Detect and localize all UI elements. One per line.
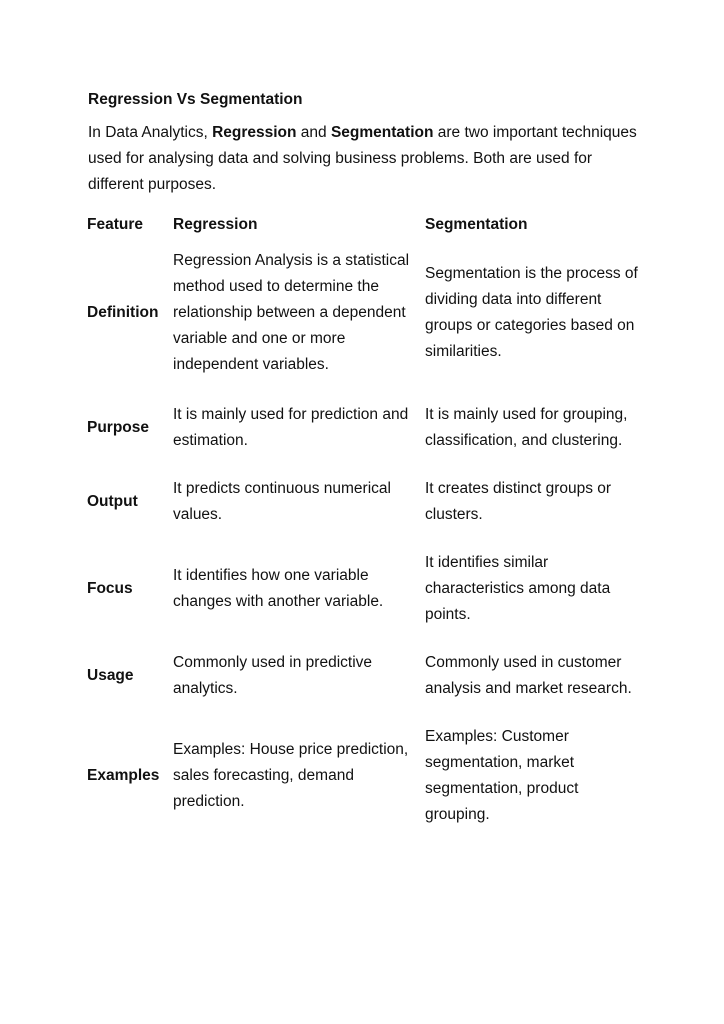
header-segmentation: Segmentation (425, 216, 528, 233)
intro-text-2: and (296, 124, 331, 141)
table-row (87, 402, 645, 476)
regression-cell: Regression Analysis is a statistical method used to determine the relationship between a dependent variable and one or more independent variables. (173, 252, 410, 373)
feature-cell: Focus (87, 580, 133, 597)
regression-cell: Commonly used in predictive analytics. (173, 654, 373, 697)
feature-cell: Output (87, 493, 138, 510)
table-row (87, 650, 645, 724)
intro-bold-regression: Regression (212, 124, 297, 141)
feature-cell: Definition (87, 304, 159, 321)
segmentation-cell: It identifies similar characteristics among data points. (425, 554, 611, 623)
document-page (88, 88, 648, 828)
table-header-row (87, 212, 645, 248)
segmentation-cell: It is mainly used for grouping, classification, and clustering. (425, 406, 628, 449)
intro-paragraph (88, 120, 648, 198)
table-row (87, 248, 645, 402)
feature-cell: Usage (87, 667, 134, 684)
feature-cell: Purpose (87, 419, 150, 436)
feature-cell: Examples (87, 767, 160, 784)
comparison-table (87, 212, 645, 828)
segmentation-cell: Examples: Customer segmentation, market segmentation, product grouping. (425, 728, 579, 823)
segmentation-cell: Commonly used in customer analysis and market research. (425, 654, 632, 697)
regression-cell: It predicts continuous numerical values. (173, 480, 391, 523)
table-row (87, 724, 645, 828)
regression-cell: Examples: House price prediction, sales forecasting, demand prediction. (173, 741, 409, 810)
regression-cell: It is mainly used for prediction and estimation. (173, 406, 409, 449)
intro-text-1: In Data Analytics, (88, 124, 213, 141)
header-regression: Regression (173, 216, 258, 233)
intro-bold-segmentation: Segmentation (330, 124, 434, 141)
intro-text-3: are two important techniques used for analysing data and solving business problems. Both are used for different purposes. (88, 124, 637, 193)
segmentation-cell: Segmentation is the process of dividing data into different groups or categories based on similarities. (425, 265, 638, 360)
table-row (87, 476, 645, 550)
table-row (87, 550, 645, 650)
header-feature: Feature (87, 216, 143, 233)
segmentation-cell: It creates distinct groups or clusters. (425, 480, 612, 523)
regression-cell: It identifies how one variable changes with another variable. (173, 567, 384, 610)
document-title: Regression Vs Segmentation (88, 91, 303, 108)
